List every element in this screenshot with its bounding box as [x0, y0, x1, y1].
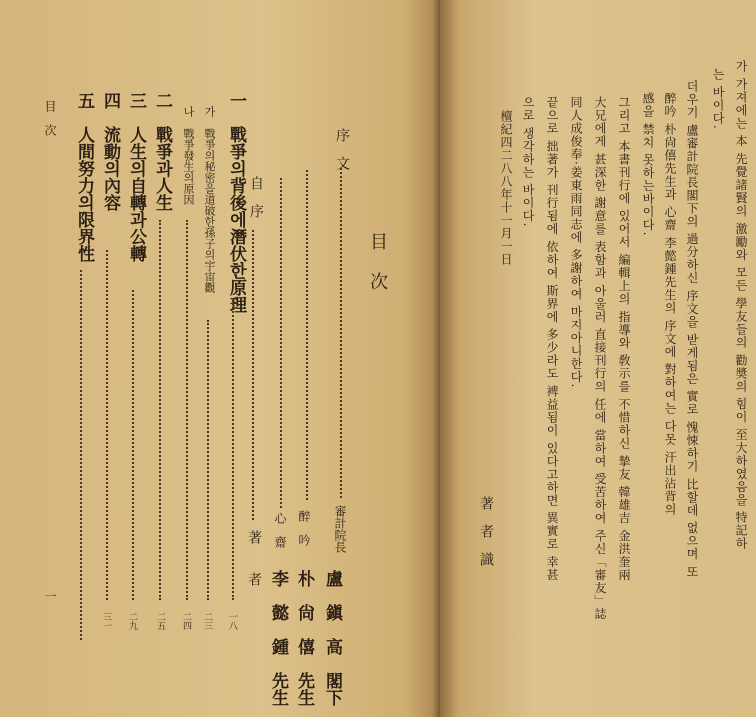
toc-page-number: 二三 — [202, 612, 212, 630]
toc-leader — [252, 230, 254, 520]
page-title: 目 次 — [367, 232, 388, 292]
toc-page-number: 二五 — [155, 612, 165, 630]
page-number: 一 — [43, 590, 57, 602]
toc-leader — [186, 220, 188, 600]
toc-subsection-b: 나 戰爭發生의原因 — [182, 106, 195, 205]
toc-chapter-3: 三 人生의自轉과公轉 — [126, 92, 146, 262]
toc-author-title: 心 齋 — [273, 512, 287, 548]
text-column: 더우기 盧審計院長閣下의 過分하신 序文을 받게됨은 實로 愧悚하기 比할데 없으며 또 — [685, 80, 699, 579]
toc-leader — [159, 220, 161, 600]
toc-author-name: 著 者 — [246, 530, 262, 586]
text-column: 感을 禁치 못하는바이다. — [641, 92, 655, 237]
toc-author-name: 盧 鎭 高 閣下 — [322, 570, 342, 706]
text-column: 가 가져에는 本 先覺諸賢의 激勵와 모든 學友들의 勸奬의 힘이 至大하였음을 特記하 — [734, 60, 748, 551]
toc-page-number: 一八 — [227, 612, 237, 630]
text-column: 大兄에게 甚深한 謝意를 表함과 아울러 直接刊行의 任에 當하여 受苦하여 주신「審友」誌 — [593, 96, 607, 621]
toc-chapter-1: 一 戰爭의背後에潛伏한原理 — [226, 92, 246, 313]
text-column: 醉吟 朴尙僖先生과 心齋 李懿鍾先生의 序文에 對하여는 다못 汗出沾背의 — [663, 92, 677, 516]
toc-chapter-2: 二 戰爭과人生 — [152, 92, 172, 211]
date-line: 檀紀四二八八年十一月一日 — [499, 110, 513, 266]
text-column: 는 바이다. — [711, 68, 725, 130]
toc-author-name: 朴 尙 僖 先生 — [294, 570, 314, 706]
toc-entry-preface: 序 文 — [334, 128, 350, 170]
toc-leader — [340, 168, 342, 498]
toc-leader — [132, 290, 134, 600]
toc-chapter-4: 四 流動의內容 — [100, 92, 120, 211]
toc-page-number: 二九 — [127, 612, 137, 630]
toc-leader — [280, 178, 282, 508]
toc-author-title: 審計院長 — [333, 505, 347, 553]
toc-author-title: 醉 吟 — [297, 510, 311, 546]
toc-leader — [80, 270, 82, 640]
toc-entry-author-preface: 自 序 — [248, 176, 264, 218]
toc-chapter-5: 五 人間努力의限界性 — [74, 92, 94, 262]
text-column: 同人成俊奉·姜東雨同志에 多謝하여 마지아니한다. — [569, 96, 583, 389]
toc-author-name: 李 懿 鍾 先生 — [268, 570, 288, 706]
toc-subsection-a: 가 戰爭의秘密을道破한孫子의宇宙觀 — [203, 106, 216, 293]
text-column: 으로 생각하는 바이다. — [521, 96, 535, 228]
toc-leader — [232, 300, 234, 600]
right-page — [440, 0, 756, 717]
toc-leader — [306, 170, 308, 500]
toc-leader — [207, 320, 209, 600]
toc-page-number: 三一 — [101, 612, 111, 630]
toc-page-number: 二四 — [181, 612, 191, 630]
text-column: 그리고 本書刊行에 있어서 編輯上의 指導와 敎示를 不惜하신 摯友 韓雄吉 金洪奎兩 — [617, 96, 631, 582]
text-column: 끝으로 拙著가 刊行됨에 依하여 斯界에 多少라도 裨益됨이 있다고하면 異實로 幸甚 — [545, 96, 559, 582]
toc-leader — [106, 250, 108, 600]
signature: 著 者 識 — [478, 496, 494, 566]
running-header: 目 次 — [43, 100, 57, 136]
